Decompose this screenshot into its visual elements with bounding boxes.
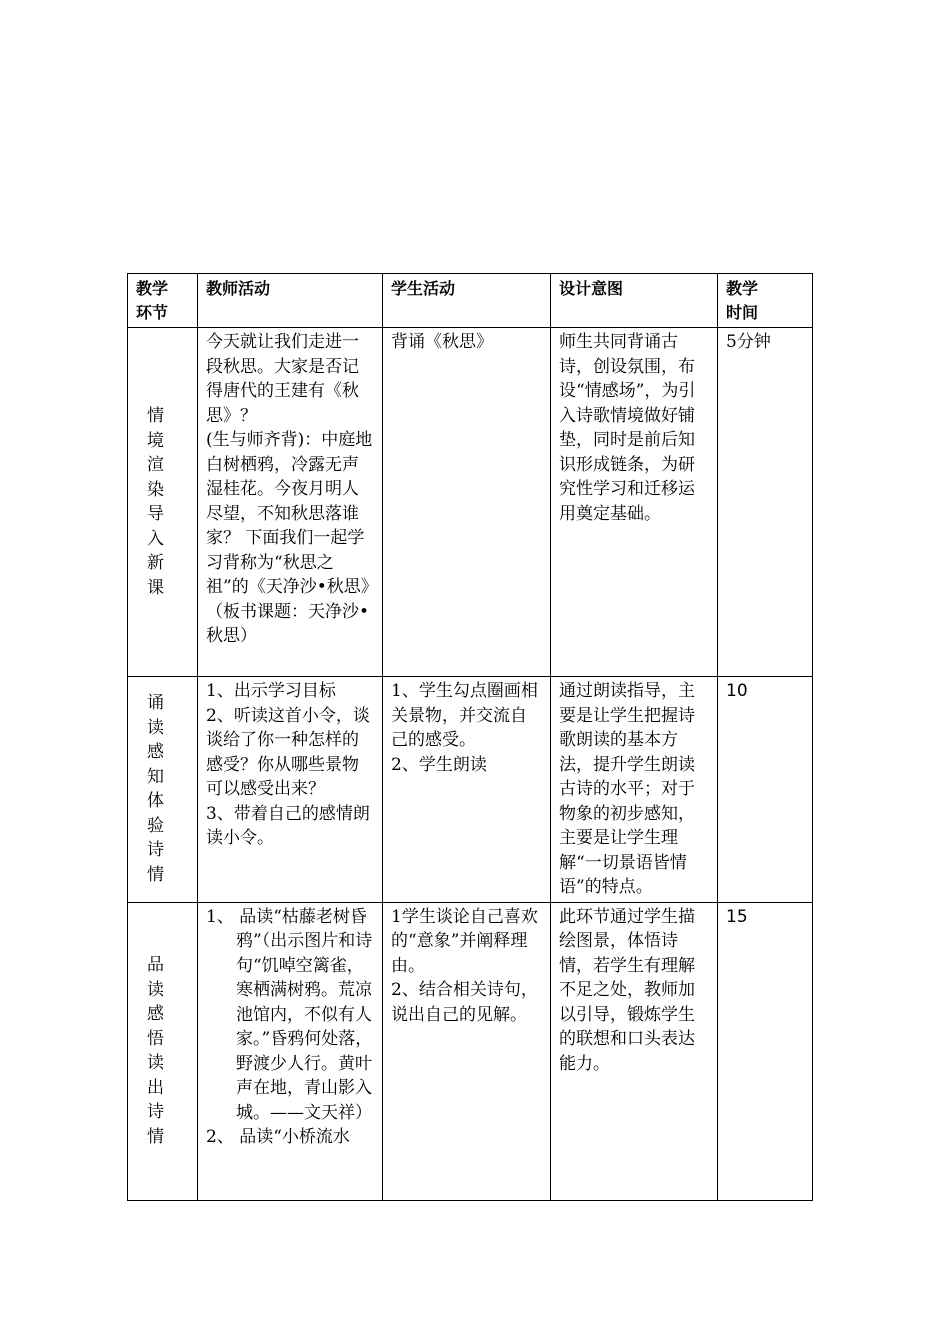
time-cell: 10 [718, 677, 813, 903]
header-stage: 教学 环节 [128, 274, 198, 328]
teacher-activity-cell: 今天就让我们走进一段秋思。大家是否记得唐代的王建有《秋思》？ (生与师齐背)：中庭地白树栖鸦，冷露无声湿桂花。今夜月明人尽望，不知秋思落谁家？ 下面我们一起学习背称为“秋思之祖”的《天净沙•秋思》 （板书课题：天净沙•秋思） [198, 328, 383, 677]
student-activity-cell: 背诵《秋思》 [383, 328, 551, 677]
teacher-activity-cell: 1、 品读“枯藤老树昏鸦”（出示图片和诗句“饥啅空篱雀，寒栖满树鸦。荒凉池馆内，不似有人家。”昏鸦何处落，野渡少人行。黄叶声在地，青山影入城。——文天祥） 2、 品读“小桥流水 [198, 902, 383, 1200]
table-row [128, 677, 813, 903]
design-intent-cell: 此环节通过学生描绘图景，体悟诗情，若学生有理解不足之处，教师加以引导，锻炼学生的联想和口头表达能力。 [551, 902, 718, 1200]
header-teacher-activity: 教师活动 [198, 274, 383, 328]
stage-cell: 品 读 感 悟 读 出 诗 情 [128, 902, 198, 1200]
stage-cell: 诵 读 感 知 体 验 诗 情 [128, 677, 198, 903]
design-intent-cell: 师生共同背诵古诗，创设氛围，布设“情感场”，为引入诗歌情境做好铺垫，同时是前后知识形成链条，为研究性学习和迁移运用奠定基础。 [551, 328, 718, 677]
table-row [128, 328, 813, 677]
design-intent-cell: 通过朗读指导，主要是让学生把握诗歌朗读的基本方法，提升学生朗读古诗的水平；对于物象的初步感知，主要是让学生理解“一切景语皆情语”的特点。 [551, 677, 718, 903]
student-activity-cell: 1学生谈论自己喜欢的“意象”并阐释理由。 2、结合相关诗句，说出自己的见解。 [383, 902, 551, 1200]
time-cell: 15 [718, 902, 813, 1200]
teacher-activity-cell: 1、出示学习目标 2、听读这首小令，谈谈给了你一种怎样的感受？你从哪些景物可以感受出来？ 3、带着自己的感情朗读小令。 [198, 677, 383, 903]
student-activity-cell: 1、学生勾点圈画相关景物，并交流自己的感受。 2、学生朗读 [383, 677, 551, 903]
stage-cell: 情 境 渲 染 导 入 新 课 [128, 328, 198, 677]
header-design-intent: 设计意图 [551, 274, 718, 328]
table-row [128, 902, 813, 1200]
time-cell: 5分钟 [718, 328, 813, 677]
header-student-activity: 学生活动 [383, 274, 551, 328]
header-time: 教学 时间 [718, 274, 813, 328]
table-header-row [128, 274, 813, 328]
lesson-plan-table [127, 273, 813, 1201]
